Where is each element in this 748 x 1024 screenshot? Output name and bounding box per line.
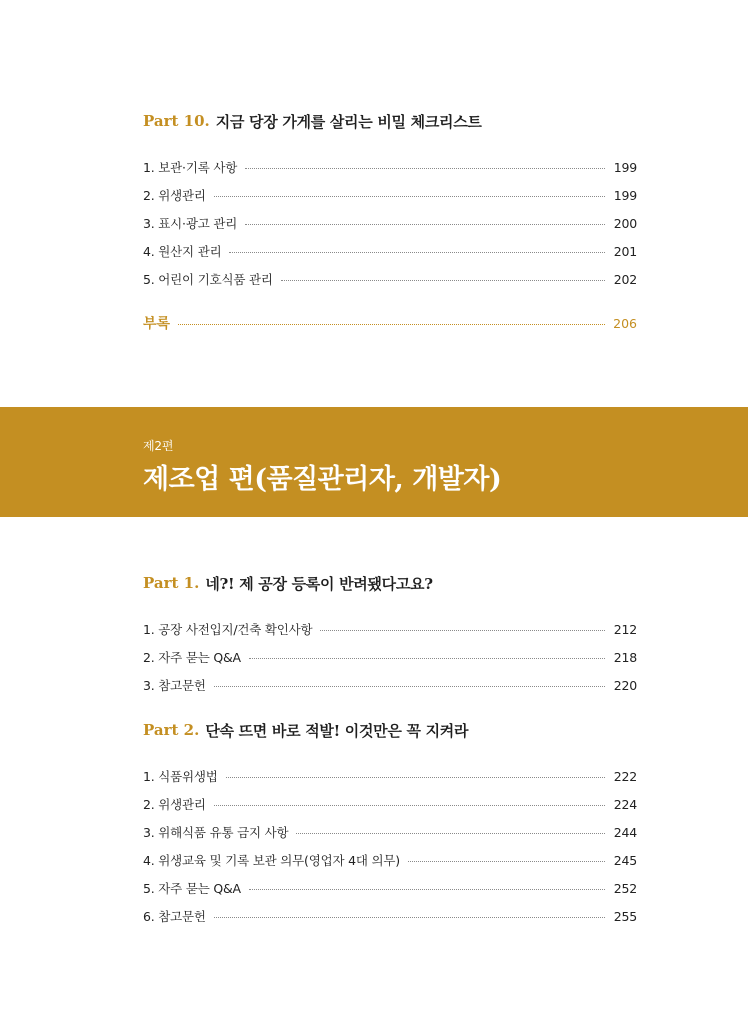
toc-item[interactable]	[143, 790, 637, 818]
toc-item[interactable]	[143, 209, 637, 237]
toc-dot-leader	[214, 917, 605, 918]
toc-dot-leader	[229, 252, 605, 253]
toc-item-page: 200	[613, 215, 637, 231]
part-10-section	[143, 110, 637, 293]
toc-item-page: 218	[613, 649, 637, 665]
appendix-label: 부록	[143, 316, 171, 332]
part-10-number: Part 10.	[143, 112, 210, 130]
toc-item-label: 3. 표시·광고 관리	[143, 216, 238, 231]
toc-item-label: 3. 위해식품 유통 금지 사항	[143, 825, 289, 840]
toc-dot-leader	[249, 658, 605, 659]
part-2-toc-list	[143, 762, 637, 930]
toc-item[interactable]	[143, 237, 637, 265]
toc-item[interactable]	[143, 153, 637, 181]
part-1-section	[143, 572, 637, 699]
toc-dot-leader	[245, 168, 605, 169]
toc-item[interactable]	[143, 902, 637, 930]
toc-item-label: 5. 어린이 기호식품 관리	[143, 272, 273, 287]
toc-dot-leader	[214, 805, 605, 806]
part-2-title: 단속 뜨면 바로 적발! 이것만은 꼭 지켜라	[205, 721, 469, 740]
toc-item-page: 224	[613, 796, 637, 812]
toc-dot-leader	[214, 686, 605, 687]
toc-item-page: 244	[613, 824, 637, 840]
toc-item-label: 1. 공장 사전입지/건축 확인사항	[143, 622, 313, 637]
appendix-dot-leader	[178, 324, 605, 325]
part-banner	[0, 407, 748, 517]
toc-item-label: 6. 참고문헌	[143, 909, 206, 924]
toc-item-page: 245	[613, 852, 637, 868]
toc-item[interactable]	[143, 265, 637, 293]
appendix-toc-row[interactable]	[143, 311, 637, 335]
toc-dot-leader	[249, 889, 605, 890]
part-1-title: 네?! 제 공장 등록이 반려됐다고요?	[205, 574, 433, 593]
part-10-heading	[143, 110, 637, 132]
appendix-section	[143, 311, 637, 335]
toc-item-label: 1. 보관·기록 사항	[143, 160, 238, 175]
toc-item[interactable]	[143, 846, 637, 874]
toc-item[interactable]	[143, 671, 637, 699]
toc-dot-leader	[226, 777, 605, 778]
toc-item-page: 220	[613, 677, 637, 693]
toc-item[interactable]	[143, 643, 637, 671]
toc-dot-leader	[408, 861, 605, 862]
toc-item-label: 2. 자주 묻는 Q&A	[143, 650, 241, 665]
toc-item[interactable]	[143, 818, 637, 846]
toc-item[interactable]	[143, 762, 637, 790]
toc-item-label: 4. 원산지 관리	[143, 244, 222, 259]
toc-item[interactable]	[143, 615, 637, 643]
toc-item-page: 202	[613, 271, 637, 287]
toc-dot-leader	[320, 630, 605, 631]
toc-item-page: 201	[613, 243, 637, 259]
banner-title: 제조업 편(품질관리자, 개발자)	[143, 464, 502, 495]
part-10-title: 지금 당장 가게를 살리는 비밀 체크리스트	[215, 112, 482, 131]
toc-item-page: 222	[613, 768, 637, 784]
toc-dot-leader	[296, 833, 605, 834]
toc-item-label: 5. 자주 묻는 Q&A	[143, 881, 241, 896]
toc-item-label: 3. 참고문헌	[143, 678, 206, 693]
part-1-number: Part 1.	[143, 574, 200, 592]
toc-item-page: 255	[613, 908, 637, 924]
toc-item-label: 4. 위생교육 및 기록 보관 의무(영업자 4대 의무)	[143, 853, 400, 868]
toc-item-page: 212	[613, 621, 637, 637]
toc-dot-leader	[281, 280, 605, 281]
toc-item-label: 2. 위생관리	[143, 188, 206, 203]
toc-dot-leader	[245, 224, 605, 225]
part-10-toc-list	[143, 153, 637, 293]
toc-item[interactable]	[143, 874, 637, 902]
toc-item-page: 199	[613, 159, 637, 175]
toc-item-label: 1. 식품위생법	[143, 769, 218, 784]
toc-dot-leader	[214, 196, 605, 197]
toc-item[interactable]	[143, 181, 637, 209]
part-2-number: Part 2.	[143, 721, 200, 739]
banner-subtitle: 제2편	[143, 439, 174, 453]
part-1-toc-list	[143, 615, 637, 699]
toc-item-label: 2. 위생관리	[143, 797, 206, 812]
part-1-heading	[143, 572, 637, 594]
appendix-page: 206	[613, 315, 637, 331]
part-2-heading	[143, 719, 637, 741]
toc-item-page: 199	[613, 187, 637, 203]
part-2-section	[143, 719, 637, 930]
toc-item-page: 252	[613, 880, 637, 896]
